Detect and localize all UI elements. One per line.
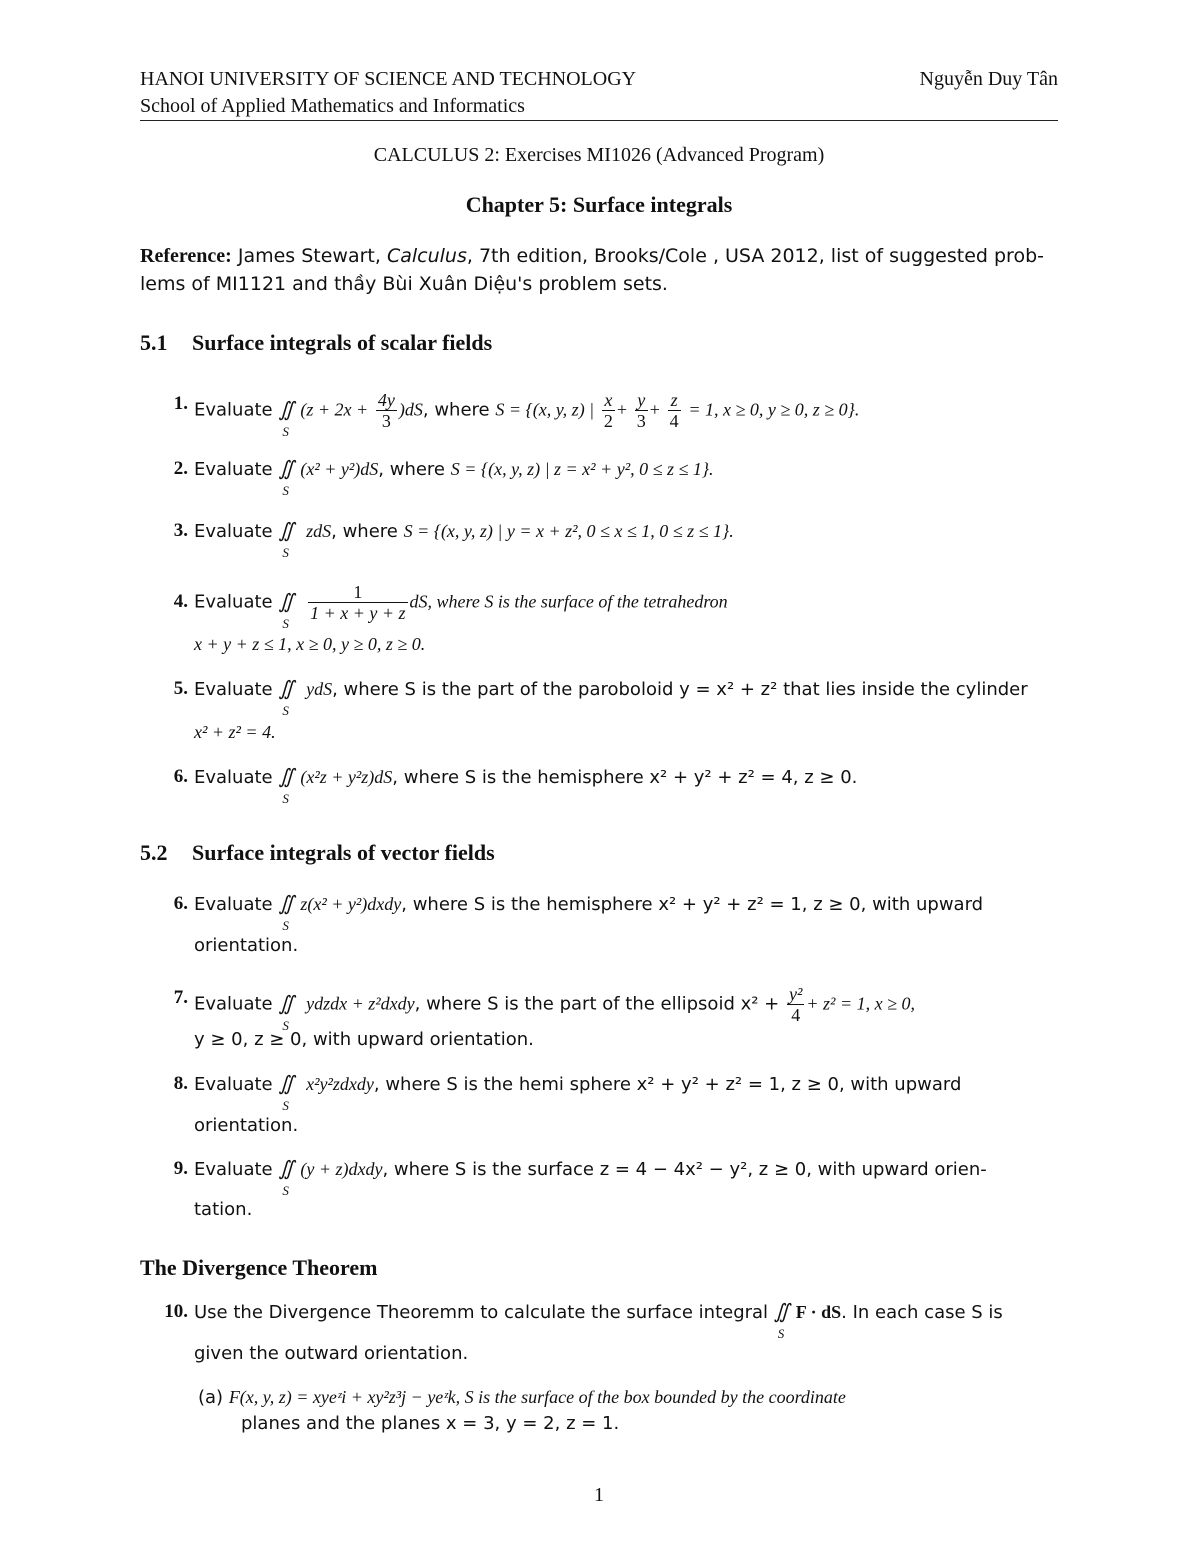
problem-number: 7.	[173, 987, 188, 1008]
problem-number: 10.	[164, 1301, 188, 1322]
integrand: ydzdx + z²dxdy	[306, 993, 415, 1014]
where-text: , where	[378, 459, 446, 480]
double-integral-icon: ∬ S	[278, 1158, 295, 1198]
double-integral-icon: ∬ S	[278, 590, 295, 631]
double-integral-icon: ∬ S	[278, 992, 295, 1033]
problem-number: 5.	[173, 678, 188, 699]
problem-number: 6.	[173, 893, 188, 914]
evaluate-word: Evaluate	[194, 1074, 273, 1095]
integrand: (x²z + y²z)dS	[300, 767, 393, 787]
integrand: z(x² + y²)dxdy	[300, 894, 402, 914]
section-heading-5-2	[140, 840, 495, 866]
evaluate-word: Evaluate	[194, 679, 273, 700]
evaluate-word: Evaluate	[194, 459, 273, 480]
fraction-z: $\frac{z}{4}$	[669, 390, 679, 431]
section-heading-5-1	[140, 330, 492, 356]
double-integral-icon: ∬ S	[278, 520, 295, 560]
author-name: Nguyễn Duy Tân	[919, 68, 1058, 90]
problem-number: 3.	[173, 520, 188, 541]
double-integral-icon: ∬ S	[278, 398, 295, 439]
divergence-heading: The Divergence Theorem	[140, 1255, 378, 1280]
school-name: School of Applied Mathematics and Informatics	[140, 95, 525, 117]
fraction: $\frac{1}{1 + x + y + z}$	[310, 582, 406, 623]
set-expression: S = {(x, y, z) | z = x² + y², 0 ≤ z ≤ 1}.	[450, 459, 714, 479]
integrand: zdS	[306, 521, 332, 541]
section-number: 5.1	[140, 330, 168, 355]
section-title: Surface integrals of scalar fields	[192, 330, 493, 355]
reference-paragraph	[140, 242, 1058, 298]
evaluate-word: Evaluate	[194, 399, 273, 421]
problem-text: , where S is the part of the paroboloid y = x² + z² that lies inside the cylinder	[332, 679, 1028, 700]
problem-number: 2.	[173, 458, 188, 479]
problem-text: , where S is the surface z = 4 − 4x² − y², z ≥ 0, with upward orien-	[382, 1159, 987, 1180]
problem-text: , where S is the hemisphere x² + y² + z² = 4, z ≥ 0.	[392, 767, 858, 788]
integrand: (x² + y²)dS	[300, 459, 379, 479]
reference-text-1: James Stewart,	[231, 245, 387, 267]
where-text: , where	[422, 399, 490, 421]
double-integral-icon: ∬ S	[278, 458, 295, 498]
problem-text-2: + z² = 1, x ≥ 0,	[806, 993, 915, 1014]
double-integral-icon: ∬ S	[278, 1073, 295, 1113]
double-integral-icon: ∬ S	[278, 766, 295, 806]
where-text: , where	[331, 521, 398, 542]
fraction: $\frac{4y}{3}$	[377, 390, 395, 431]
evaluate-word: Evaluate	[194, 993, 273, 1015]
problem-number: 4.	[173, 591, 188, 612]
evaluate-word: Evaluate	[194, 521, 273, 542]
fraction-x: $\frac{x}{2}$	[603, 390, 613, 431]
subpart-text: F(x, y, z) = xyeᶻi + xy²z³j − yeᶻk, S is the surface of the box bounded by the coordinate	[228, 1387, 846, 1407]
problem-text-2: . In each case S is	[841, 1302, 1003, 1323]
header-rule	[140, 120, 1058, 121]
reference-text-2: , 7th edition, Brooks/Cole , USA 2012, list of suggested prob-	[466, 245, 1044, 267]
integrand-part: (z + 2x +	[300, 399, 369, 420]
evaluate-word: Evaluate	[194, 894, 273, 915]
set-expression: S = {(x, y, z) |	[495, 399, 595, 420]
fraction-y: $\frac{y}{3}$	[636, 390, 646, 431]
integrand: ydS	[306, 679, 333, 699]
university-name: HANOI UNIVERSITY OF SCIENCE AND TECHNOLOGY	[140, 68, 637, 90]
integrand: F · dS	[795, 1302, 842, 1322]
subpart-label: (a)	[198, 1387, 224, 1408]
fraction: $\frac{\text{y²}}{4}$	[789, 984, 803, 1025]
evaluate-word: Evaluate	[194, 767, 273, 788]
set-condition: = 1, x ≥ 0, y ≥ 0, z ≥ 0}.	[688, 399, 860, 420]
section-number: 5.2	[140, 840, 168, 865]
problem-text: Use the Divergence Theoremm to calculate the surface integral	[194, 1302, 769, 1323]
reference-book: Calculus	[386, 245, 467, 267]
set-expression: S = {(x, y, z) | y = x + z², 0 ≤ x ≤ 1, 0 ≤ z ≤ 1}.	[403, 521, 734, 541]
problem-number: 6.	[173, 766, 188, 787]
evaluate-word: Evaluate	[194, 591, 273, 613]
evaluate-word: Evaluate	[194, 1159, 273, 1180]
problem-number: 1.	[173, 393, 188, 414]
problem-text: , where S is the hemi sphere x² + y² + z² = 1, z ≥ 0, with upward	[373, 1074, 962, 1095]
integrand-end: )dS	[398, 399, 423, 420]
double-integral-icon: ∬ S	[278, 678, 295, 718]
problem-text: , where S is the hemisphere x² + y² + z² = 1, z ≥ 0, with upward	[401, 894, 984, 915]
reference-label: Reference:	[140, 245, 232, 267]
reference-line-2: lems of MI1121 and thầy Bùi Xuân Diệu's problem sets.	[140, 273, 668, 295]
problem-number: 9.	[173, 1158, 188, 1179]
course-title: CALCULUS 2: Exercises MI1026 (Advanced Program)	[373, 144, 825, 166]
document-page: HANOI UNIVERSITY OF SCIENCE AND TECHNOLOGY Nguyễn Duy Tân School of Applied Mathematics and Informatics CALCULUS 2: Exercises MI1026 (Advanced Program) Chapter 5: Surface integrals Reference: James Stewart, Calculus, 7th edition, Brooks/Cole , USA 2012, list of suggested prob- lems of MI1121 and thầy Bùi Xuân Diệu's problem sets. 5.1 Surface integrals of scalar fields 1. Evaluate ∬ S (z + 2x + $\frac{4y}{3}$ )dS, where S = {(x, y, z) | $\frac{x}{2}$ + $\frac{y}{3}$ + $\frac{z}{4}$ = 1, x ≥ 0, y ≥ 0, z ≥ 0}. 2. Evaluate ∬ S (x² + y²)dS, where S = {(x, y, z) | z = x² + y², 0 ≤ z ≤ 1}. 3. Evaluate ∬ S zdS, where S = {(x, y, z) | y = x + z², 0 ≤ x ≤ 1, 0 ≤ z ≤ 1}. 4. Evaluate ∬ S $\frac{1}{1 + x + y + z}$ dS, where S is the surface of the tetrahedron x + y + z ≤ 1, x ≥ 0, y ≥ 0, z ≥ 0. 5. Evaluate ∬ S ydS, where S is the part of the paroboloid y = x² + z² that lies inside the cylinder x² + z² = 4. 6. Evaluate ∬ S (x²z + y²z)dS, where S is the hemisphere x² + y² + z² = 4, z ≥ 0. 5.2 Surface integrals of vector fields 6. Evaluate ∬ S z(x² + y²)dxdy, where S is the hemisphere x² + y² + z² = 1, z ≥ 0, with upward orientation. 7. Evaluate ∬ S ydzdx + z²dxdy, where S is the part of the ellipsoid x² + $\frac{\text{y²}}{4}$ + z² = 1, x ≥ 0, y ≥ 0, z ≥ 0, with upward orientation. 8. Evaluate ∬ S x²y²zdxdy, where S is the hemi sphere x² + y² + z² = 1, z ≥ 0, with upward orientation. 9. Evaluate ∬ S (y + z)dxdy, where S is the surface z = 4 − 4x² − y², z ≥ 0, with upward orien- tation. The Divergence Theorem 10. Use the Divergence Theoremm to calculate the surface integral ∬ S F · dS. In each case S is given the outward orientation. (a) F(x, y, z) = xyeᶻi + xy²z³j − yeᶻk, S is the surface of the box bounded by the coordinate planes and the planes x = 3, y = 2, z = 1. 1	[140, 68, 1058, 1506]
section-title: Surface integrals of vector fields	[192, 840, 495, 865]
page-number: 1	[594, 1484, 604, 1506]
integrand: x²y²zdxdy	[306, 1074, 374, 1094]
double-integral-icon: ∬ S	[773, 1301, 790, 1341]
chapter-title: Chapter 5: Surface integrals	[465, 192, 733, 217]
integrand: (y + z)dxdy	[300, 1159, 383, 1179]
problem-text: dS, where S is the surface of the tetrahedron	[409, 591, 728, 612]
double-integral-icon: ∬ S	[278, 893, 295, 933]
problem-number: 8.	[173, 1073, 188, 1094]
header-row	[140, 68, 1058, 91]
problem-text: , where S is the part of the ellipsoid x² +	[414, 993, 780, 1015]
